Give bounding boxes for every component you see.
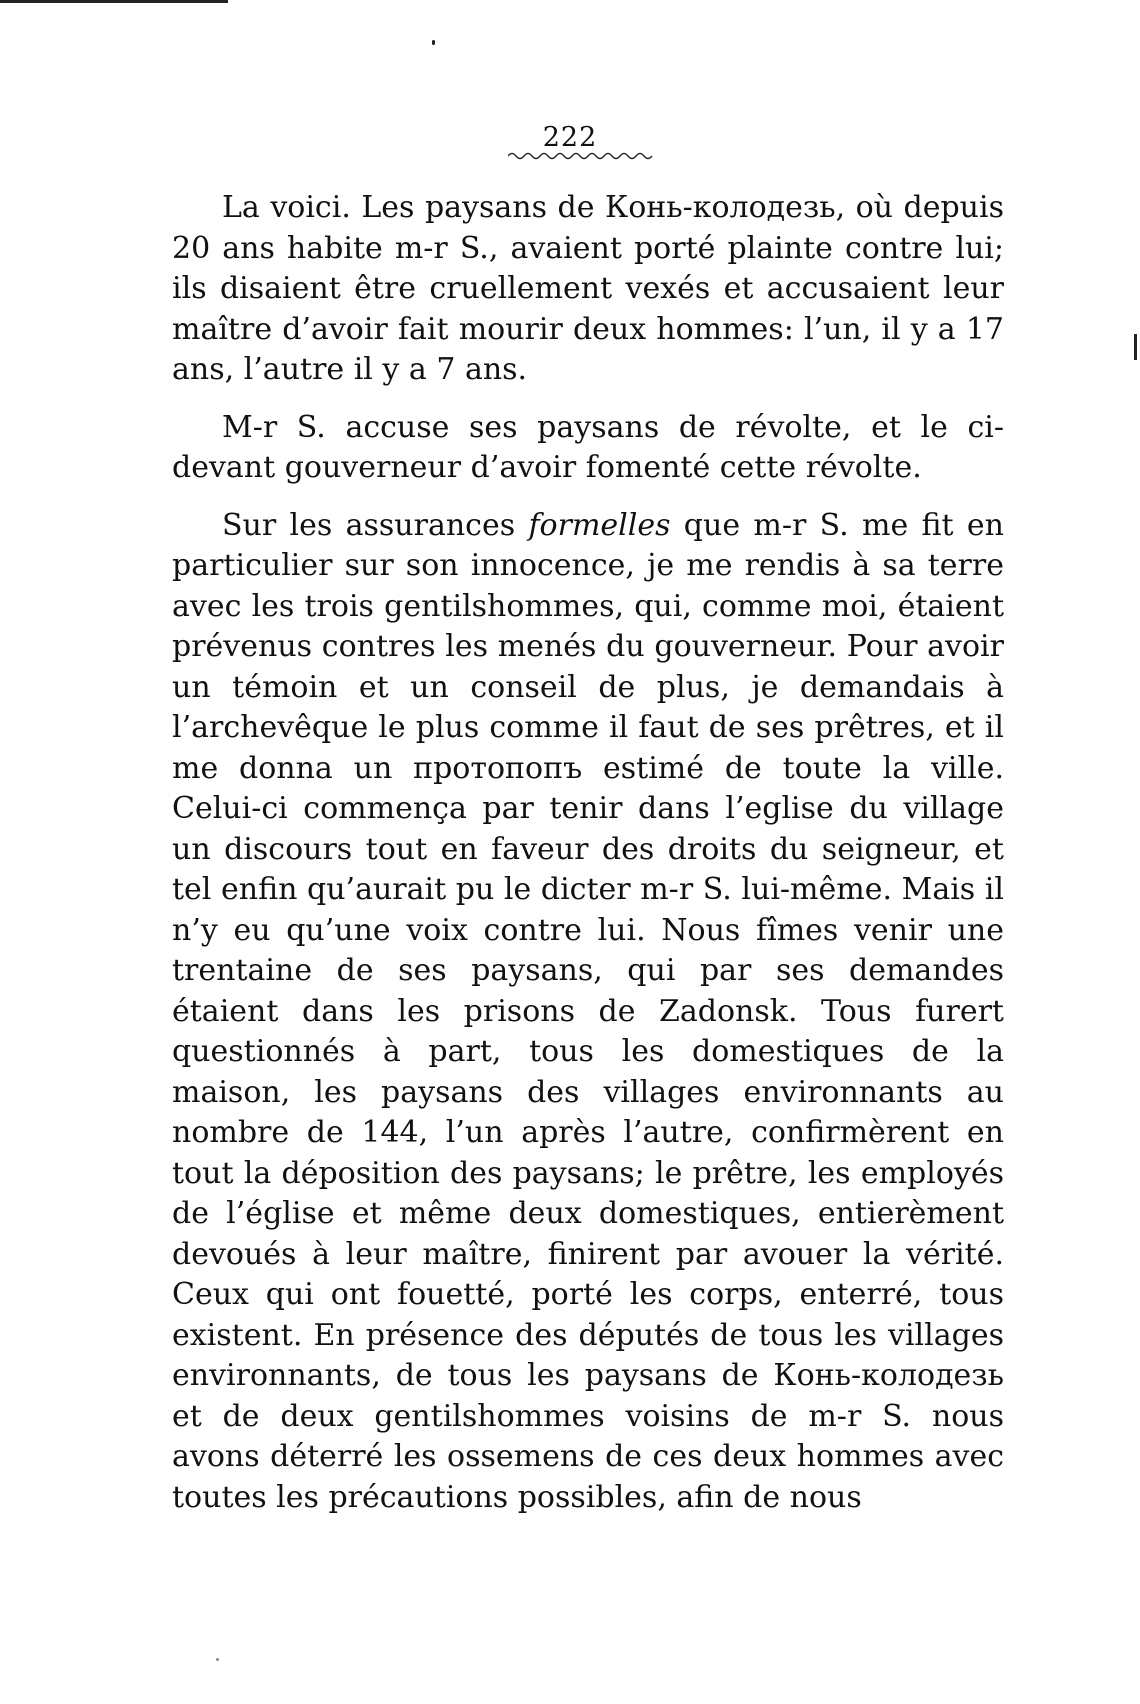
paragraph-2-text: M-r S. accuse ses paysans de révolte, et le ci-devant gouverneur d’avoir fomenté cette révolte. bbox=[172, 409, 1004, 485]
page-number: 222 bbox=[542, 122, 598, 153]
scan-edge-rule bbox=[0, 0, 228, 3]
scan-speck-dot bbox=[432, 40, 435, 45]
paragraph-3 bbox=[172, 506, 1004, 1519]
scan-speck-dot bbox=[216, 1658, 219, 1661]
body-text bbox=[172, 188, 1004, 1518]
paragraph-3-text-start: Sur les assurances bbox=[222, 507, 529, 543]
page-number-ornament bbox=[508, 150, 656, 162]
paragraph-1-text: La voici. Les paysans de Конь-колодезь, où depuis 20 ans habite m-r S., avaient porté plainte contre lui; ils disaient être cruellement vexés et accusaient leur maître d’avoir fait mourir deux hommes: l’un, il y a 17 ans, l’autre il y a 7 ans. bbox=[172, 190, 1004, 387]
paragraph-3-text-rest: que m-r S. me fit en particulier sur son innocence, je me rendis à sa terre avec les trois gentilshommes, qui, comme moi, étaient prévenus contres les menés du gouverneur. Pour avoir un témoin et un conseil de plus, je demandais à l’archevêque le plus comme il faut de ses prêtres, et il me donna un протопопъ estimé de toute la ville. Celui-ci commença par tenir dans l’eglise du village un discours tout en faveur des droits du seigneur, et tel enfin qu’aurait pu le dicter m-r S. lui-même. Mais il n’y eu qu’une voix contre lui. Nous fîmes venir une trentaine de ses paysans, qui par ses demandes étaient dans les prisons de Zadonsk. Tous furert questionnés à part, tous les domestiques de la maison, les paysans des villages environnants au nombre de 144, l’un après l’autre, confirmèrent en tout la déposition des paysans; le prêtre, les employés de l’église et même deux domestiques, entierèment devoués à leur maître, finirent par avouer la vérité. Ceux qui ont fouetté, porté les corps, enterré, tous existent. En présence des députés de tous les villages environnants, de tous les paysans de Конь-колодезь et de deux gentilshommes voisins de m-r S. nous avons déterré les ossemens de ces deux hommes avec toutes les précautions possibles, afin de nous bbox=[172, 507, 1004, 1515]
scan-speck-mark bbox=[1134, 334, 1137, 360]
paragraph-1 bbox=[172, 188, 1004, 391]
paragraph-2 bbox=[172, 408, 1004, 489]
emphasized-word: formelles bbox=[528, 507, 671, 543]
